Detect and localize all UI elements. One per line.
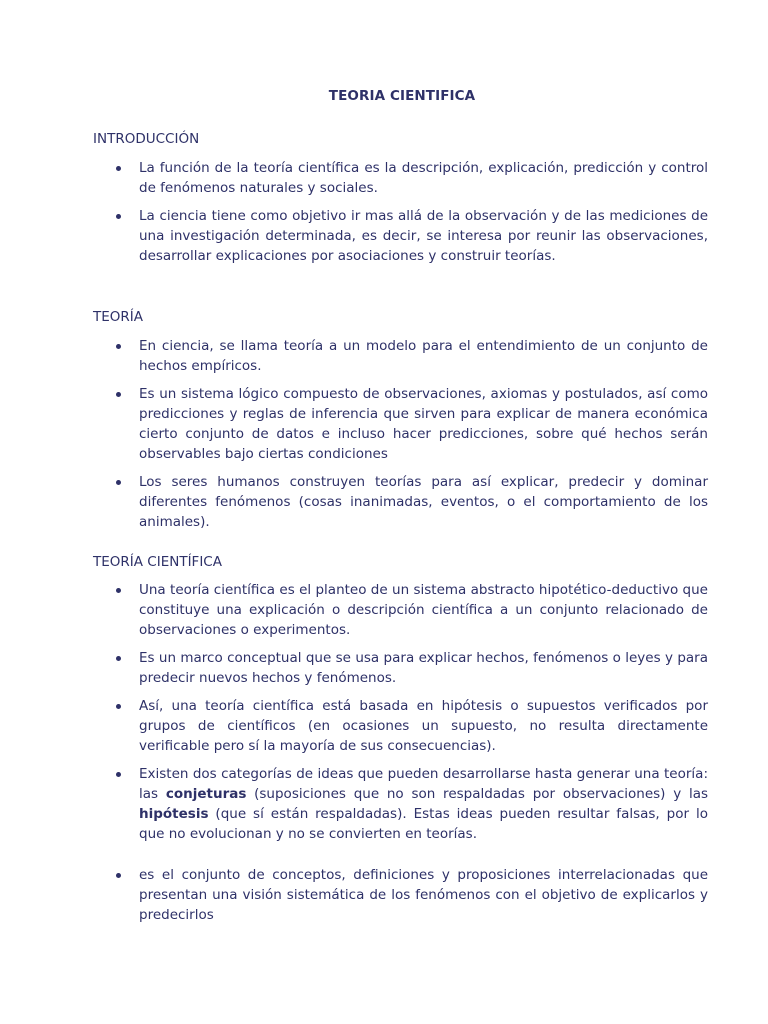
section-heading-teoria-cientifica: TEORÍA CIENTÍFICA (93, 554, 222, 570)
bullet-icon (116, 873, 121, 878)
bullet-list-definicion (0, 865, 708, 933)
bullet-list-teoria (0, 336, 708, 540)
list-item (0, 696, 708, 756)
list-item (0, 580, 708, 640)
list-item (0, 384, 708, 464)
bullet-icon (116, 772, 121, 777)
bullet-icon (116, 480, 121, 485)
list-item-text: Una teoría científica es el planteo de un sistema abstracto hipotético-deductivo que constituye una explicación o descripción científica a un conjunto relacionado de observaciones o experimentos. (139, 582, 708, 638)
bullet-icon (116, 214, 121, 219)
page-title: TEORIA CIENTIFICA (328, 88, 476, 104)
bold-term-hipotesis: hipótesis (139, 806, 209, 822)
list-item-text: Así, una teoría científica está basada en hipótesis o supuestos verificados por grupos de científicos (en ocasiones un supuesto, no resulta directamente verificable pero sí la mayoría de sus consecuencias). (139, 698, 708, 754)
list-item (0, 472, 708, 532)
bullet-icon (116, 166, 121, 171)
section-heading-introduccion: INTRODUCCIÓN (93, 131, 200, 147)
list-item (0, 648, 708, 688)
bullet-icon (116, 704, 121, 709)
text-segment: (que sí están respaldadas). Estas ideas pueden resultar falsas, por lo que no evolucionan y no se convierten en teorías. (139, 806, 708, 842)
text-segment: (suposiciones que no son respaldadas por observaciones) y las (246, 786, 708, 802)
list-item-text: Es un sistema lógico compuesto de observaciones, axiomas y postulados, así como predicciones y reglas de inferencia que sirven para explicar de manera económica cierto conjunto de datos e incluso hacer predicciones, sobre qué hechos serán observables bajo ciertas condiciones (139, 386, 708, 462)
list-item-text: Es un marco conceptual que se usa para explicar hechos, fenómenos o leyes y para predecir nuevos hechos y fenómenos. (139, 650, 708, 686)
list-item-text: En ciencia, se llama teoría a un modelo para el entendimiento de un conjunto de hechos empíricos. (139, 338, 708, 374)
bullet-icon (116, 392, 121, 397)
bullet-icon (116, 344, 121, 349)
bullet-icon (116, 656, 121, 661)
list-item-text: es el conjunto de conceptos, definiciones y proposiciones interrelacionadas que presentan una visión sistemática de los fenómenos con el objetivo de explicarlos y predecirlos (139, 867, 708, 923)
list-item (0, 865, 708, 925)
list-item-text: Los seres humanos construyen teorías para así explicar, predecir y dominar diferentes fenómenos (cosas inanimadas, eventos, o el comportamiento de los animales). (139, 474, 708, 530)
bullet-list-teoria-cientifica (0, 580, 708, 852)
list-item (0, 158, 708, 198)
list-item-text: La ciencia tiene como objetivo ir mas allá de la observación y de las mediciones de una investigación determinada, es decir, se interesa por reunir las observaciones, desarrollar explicaciones por asociaciones y construir teorías. (139, 208, 708, 264)
text-segment: Existen dos categorías de ideas que pueden desarrollarse hasta generar una teoría: las (139, 766, 708, 802)
bold-term-conjeturas: conjeturas (165, 786, 247, 802)
bullet-list-introduccion (0, 158, 708, 274)
section-heading-teoria: TEORÍA (93, 309, 143, 325)
list-item (0, 336, 708, 376)
list-item-text: La función de la teoría científica es la descripción, explicación, predicción y control de fenómenos naturales y sociales. (139, 160, 708, 196)
list-item-text (139, 764, 708, 844)
list-item (0, 206, 708, 266)
list-item (0, 764, 708, 844)
bullet-icon (116, 588, 121, 593)
